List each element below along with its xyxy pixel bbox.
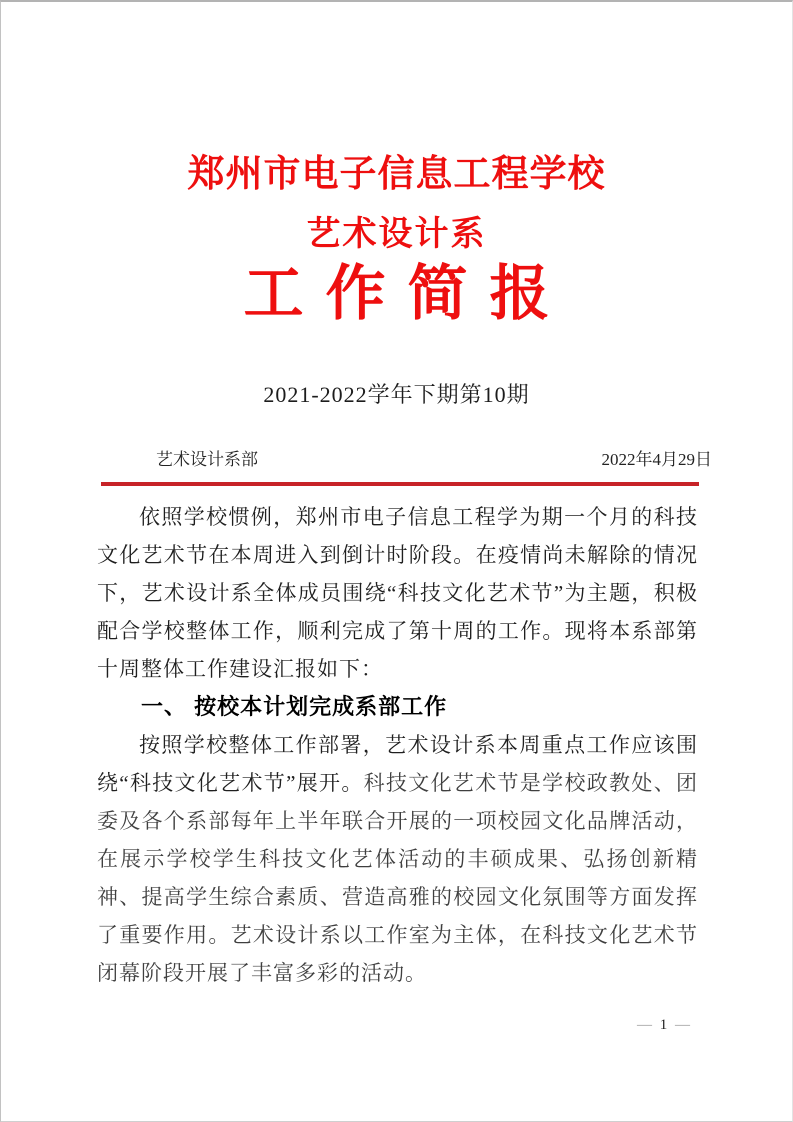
issuer-date-row [156,450,712,470]
paragraph-intro: 依照学校惯例，郑州市电子信息工程学为期一个月的科技文化艺术节在本周进入到倒计时阶段。在疫情尚未解除的情况下，艺术设计系全体成员围绕“科技文化艺术节”为主题，积极配合学校整体工作，顺利完成了第十周的工作。现将本系部第十周整体工作建设汇报如下： [97,505,698,681]
department-title: 艺术设计系 [306,215,487,253]
document-header [1,2,792,408]
page-number [637,1017,692,1033]
paragraph-section-1-lead: 按照学校整体工作部署，艺术设计系本周重点工作应该围绕“科技文化艺术节”展开。 [97,733,698,795]
page-number-left-dash: — [637,1017,654,1033]
issuer-label: 艺术设计系部 [156,450,258,469]
paragraph-section-1 [97,726,698,992]
document-body [97,498,698,992]
school-title: 郑州市电子信息工程学校 [187,153,606,194]
issue-date: 2022年4月29日 [601,450,712,469]
page-number-value: 1 [659,1017,670,1033]
bulletin-title: 工作简报 [243,259,572,329]
paragraph-section-1-rest: 科技文化艺术节是学校政教处、团委及各个系部每年上半年联合开展的一项校园文化品牌活动，在展示学校学生科技文化艺体活动的丰硕成果、弘扬创新精神、提高学生综合素质、营造高雅的校园文化氛围等方面发挥了重要作用。艺术设计系以工作室为主体，在科技文化艺术节闭幕阶段开展了丰富多彩的活动。 [97,771,699,985]
issue-number-line: 2021-2022学年下期第10期 [263,382,530,407]
section-1-heading: 一、 按校本计划完成系部工作 [141,694,448,719]
header-divider-rule [101,482,699,486]
page-number-right-dash: — [675,1017,692,1033]
